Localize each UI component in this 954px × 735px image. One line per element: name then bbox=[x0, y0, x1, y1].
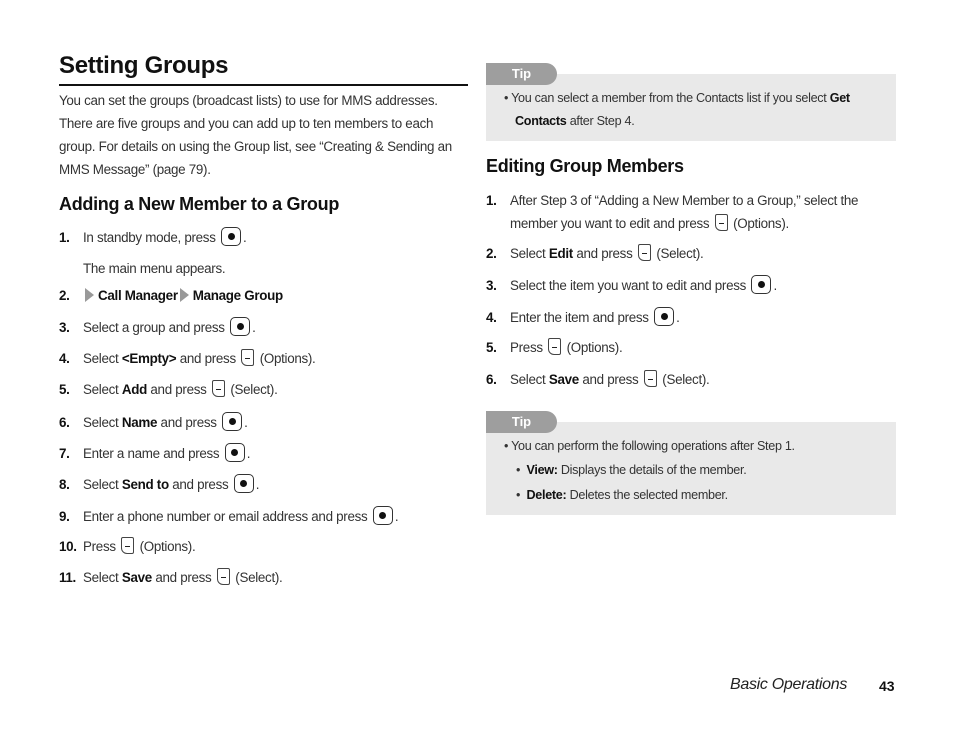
add-step-11 bbox=[59, 568, 282, 588]
step-text: Select the item you want to edit and press bbox=[510, 278, 747, 293]
footer-section-label: Basic Operations bbox=[730, 676, 848, 693]
tip-text-part: • You can select a member from the Contacts list if you select bbox=[504, 91, 827, 105]
step-text: and press bbox=[172, 477, 229, 492]
tip-option: Delete: bbox=[526, 488, 567, 502]
step-text: and press bbox=[582, 372, 639, 387]
edit-step-6 bbox=[486, 370, 709, 390]
tip-text-part: Deletes the selected member. bbox=[569, 488, 728, 502]
add-step-8: 8. Select Send to and press . bbox=[59, 474, 259, 494]
left-soft-key-icon bbox=[548, 338, 561, 355]
step-text: and press bbox=[576, 246, 633, 261]
left-soft-key-icon bbox=[715, 214, 728, 231]
page-number: 43 bbox=[879, 678, 895, 694]
tip-bullet-view bbox=[516, 459, 746, 482]
step-number: 4. bbox=[486, 310, 497, 325]
step-text: (Select). bbox=[656, 246, 704, 261]
edit-step-2 bbox=[486, 244, 703, 264]
step-text: Enter a name and press bbox=[83, 446, 220, 461]
adding-member-heading: Adding a New Member to a Group bbox=[59, 194, 340, 214]
left-soft-key-icon bbox=[121, 537, 134, 554]
edit-step-3: 3. Select the item you want to edit and press . bbox=[486, 275, 777, 295]
step-number: 7. bbox=[59, 446, 70, 461]
step-text: (Options). bbox=[733, 216, 789, 231]
tip-text-continued bbox=[515, 110, 634, 133]
center-select-key-icon bbox=[751, 275, 771, 294]
step-number: 10. bbox=[59, 539, 77, 554]
step-option: Save bbox=[121, 570, 152, 585]
step-text: Select bbox=[83, 415, 119, 430]
tip-label: Tip bbox=[486, 411, 557, 433]
step-text: Enter a phone number or email address and press bbox=[83, 509, 368, 524]
step-text: Press bbox=[83, 539, 116, 554]
page-title: Setting Groups bbox=[59, 52, 229, 79]
step-text: After Step 3 of “Adding a New Member to a Group,” select the member you want to edit and press bbox=[510, 193, 859, 231]
step-text: Select a group and press bbox=[83, 320, 225, 335]
left-soft-key-icon bbox=[638, 244, 651, 261]
center-select-key-icon bbox=[234, 474, 254, 493]
add-step-7: 7. Enter a name and press . bbox=[59, 443, 250, 463]
tip-text: • You can perform the following operations after Step 1. bbox=[504, 439, 795, 453]
step-text: (Select). bbox=[230, 382, 278, 397]
step-option: Edit bbox=[548, 246, 573, 261]
step-option: Name bbox=[121, 415, 158, 430]
step-text: Select bbox=[83, 382, 119, 397]
intro-paragraph: You can set the groups (broadcast lists) to use for MMS addresses. There are five groups and you can add up to ten members to each group. For details on using the Group list, see “Creating & Sending an MMS Message” (page 79). bbox=[59, 93, 452, 177]
step-option: Send to bbox=[121, 477, 169, 492]
tip-text-part: after Step 4. bbox=[569, 114, 635, 128]
add-step-4 bbox=[59, 349, 315, 369]
step-number: 3. bbox=[486, 278, 497, 293]
step-text: In standby mode, press bbox=[83, 230, 216, 245]
step-number: 1. bbox=[59, 230, 70, 245]
add-step-3: 3. Select a group and press . bbox=[59, 317, 256, 337]
menu-path-item: Call Manager bbox=[98, 288, 178, 303]
menu-arrow-icon bbox=[180, 288, 189, 302]
center-select-key-icon bbox=[230, 317, 250, 336]
step-text: Select bbox=[510, 372, 546, 387]
bullet: • bbox=[516, 463, 521, 477]
step-text: Select bbox=[510, 246, 546, 261]
edit-step-1 bbox=[486, 189, 896, 235]
step-number: 5. bbox=[486, 340, 497, 355]
step-text: and press bbox=[155, 570, 212, 585]
left-soft-key-icon bbox=[212, 380, 225, 397]
step-text: Select bbox=[83, 351, 119, 366]
step-number: 6. bbox=[59, 415, 70, 430]
tip-text bbox=[504, 87, 850, 110]
step-text: (Options). bbox=[139, 539, 196, 554]
step-number: 11. bbox=[59, 570, 76, 585]
step-number: 1. bbox=[486, 193, 497, 208]
step-option: Add bbox=[121, 382, 147, 397]
center-select-key-icon bbox=[225, 443, 245, 462]
bullet: • bbox=[516, 488, 521, 502]
step-text: (Options). bbox=[566, 340, 623, 355]
center-select-key-icon bbox=[654, 307, 674, 326]
step-text: and press bbox=[150, 382, 207, 397]
step-text: and press bbox=[179, 351, 236, 366]
add-step-2 bbox=[59, 286, 283, 306]
menu-path-item: Manage Group bbox=[192, 288, 283, 303]
tip-option: Contacts bbox=[515, 114, 567, 128]
add-step-1: 1. In standby mode, press . bbox=[59, 227, 246, 247]
step-text: Select bbox=[83, 477, 119, 492]
step-option: Save bbox=[548, 372, 579, 387]
step-number: 2. bbox=[59, 288, 70, 303]
add-step-5 bbox=[59, 380, 278, 400]
step-number: 2. bbox=[486, 246, 497, 261]
add-step-9: 9. Enter a phone number or email address and press . bbox=[59, 506, 398, 526]
step-number: 3. bbox=[59, 320, 70, 335]
title-rule bbox=[59, 84, 468, 86]
step-text: (Select). bbox=[235, 570, 283, 585]
step-text: Press bbox=[510, 340, 543, 355]
add-step-1-note: The main menu appears. bbox=[83, 261, 226, 276]
step-text: and press bbox=[160, 415, 217, 430]
center-select-key-icon bbox=[222, 412, 242, 431]
center-select-key-icon bbox=[221, 227, 241, 246]
tip-bullet-delete bbox=[516, 484, 728, 507]
add-step-6: 6. Select Name and press . bbox=[59, 412, 248, 432]
step-option: <Empty> bbox=[121, 351, 177, 366]
editing-members-heading: Editing Group Members bbox=[486, 156, 684, 176]
left-soft-key-icon bbox=[241, 349, 254, 366]
menu-arrow-icon bbox=[85, 288, 94, 302]
add-step-10 bbox=[59, 537, 195, 557]
tip-option: View: bbox=[526, 463, 558, 477]
step-number: 6. bbox=[486, 372, 497, 387]
step-number: 5. bbox=[59, 382, 70, 397]
tip-text-part: Displays the details of the member. bbox=[560, 463, 747, 477]
step-number: 8. bbox=[59, 477, 70, 492]
edit-step-5 bbox=[486, 338, 622, 358]
left-soft-key-icon bbox=[644, 370, 657, 387]
tip-option: Get bbox=[829, 91, 850, 105]
center-select-key-icon bbox=[373, 506, 393, 525]
step-number: 9. bbox=[59, 509, 70, 524]
step-text: Select bbox=[83, 570, 119, 585]
tip-label: Tip bbox=[486, 63, 557, 85]
step-text: (Select). bbox=[662, 372, 710, 387]
left-soft-key-icon bbox=[217, 568, 230, 585]
step-text: Enter the item and press bbox=[510, 310, 649, 325]
edit-step-4: 4. Enter the item and press . bbox=[486, 307, 680, 327]
step-number: 4. bbox=[59, 351, 70, 366]
step-text: (Options). bbox=[259, 351, 316, 366]
